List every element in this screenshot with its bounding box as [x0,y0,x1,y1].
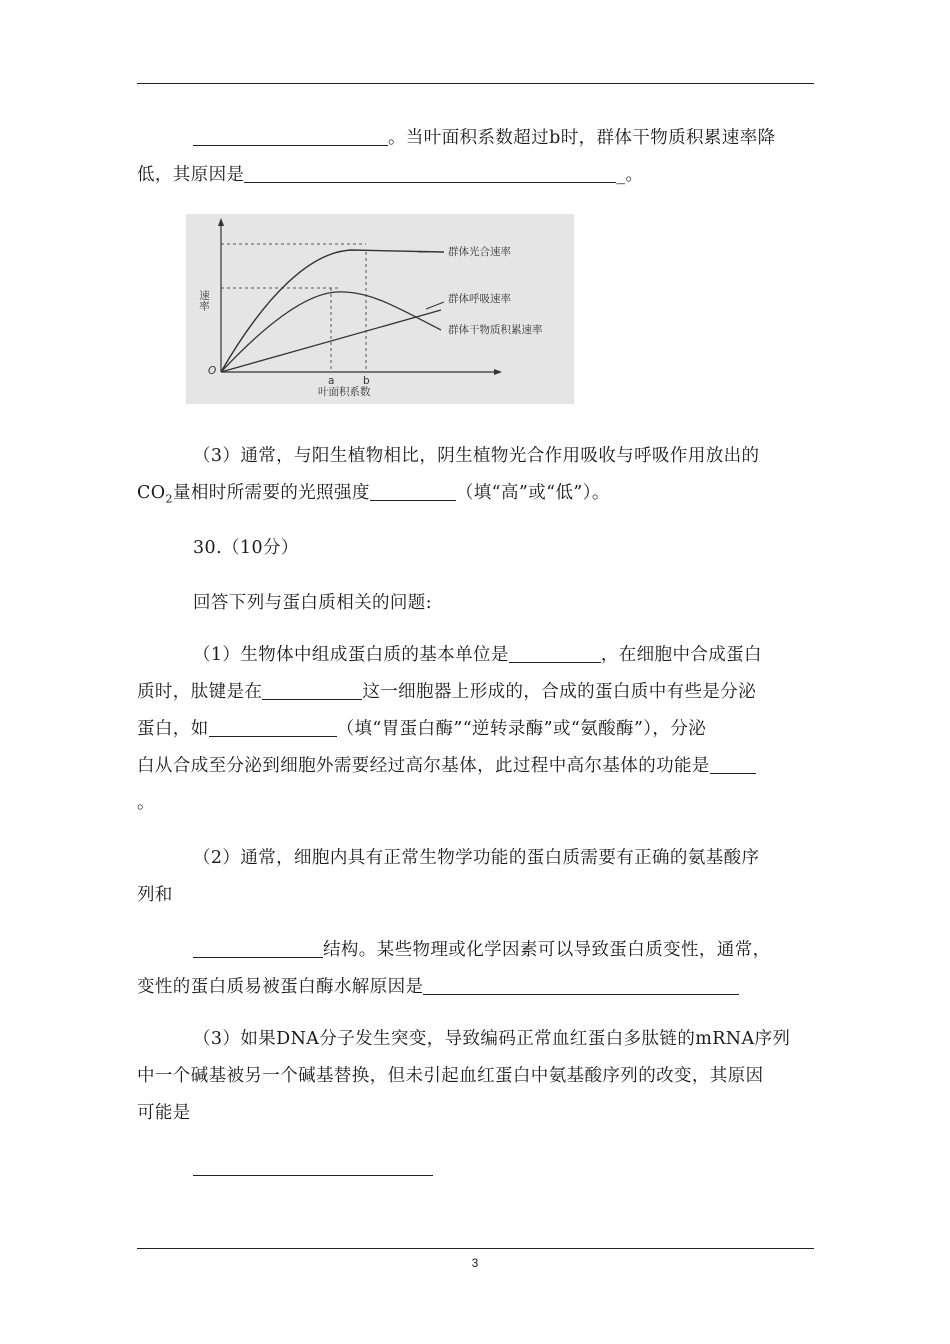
page-number: 3 [471,1256,479,1270]
rate-vs-leaf-area-figure [186,214,574,404]
text: 变性的蛋白质易被蛋白酶水解原因是 [137,977,424,997]
question-line: （3）通常，与阳生植物相比，阴生植物光合作用吸收与呼吸作用放出的 [193,446,760,466]
answer-line [137,164,643,186]
text: 质时，肽键是在 [137,682,263,702]
answer-blank[interactable] [710,756,756,774]
answer-blank[interactable] [193,128,388,146]
question-line: 。 [137,793,155,813]
text: （1）生物体中组成蛋白质的基本单位是 [193,645,509,665]
y-axis-arrow [218,218,224,226]
leader-line [426,302,444,309]
x-axis-arrow [494,369,502,375]
question-line [193,939,771,961]
question-line [137,482,610,511]
curve-label-photosynthesis: 群体光合速率 [448,246,511,258]
text: 低，其原因是 [137,165,245,185]
text: 。当叶面积系数超过b时，群体干物质积累速率降 [388,128,776,148]
answer-line [193,1157,433,1179]
text: （填“胃蛋白酶”“逆转录酶”或“氨酸酶”），分泌 [336,719,707,739]
question-line: 可能是 [137,1103,191,1123]
answer-blank[interactable] [193,1158,433,1176]
curve-label-respiration: 群体呼吸速率 [448,293,511,305]
question-line [137,755,756,777]
answer-blank[interactable] [262,682,362,700]
x-axis-label: 叶面积系数 [318,386,371,398]
curve-label-dry-matter: 群体干物质积累速率 [448,324,543,336]
question-line [193,644,762,666]
question-line: 列和 [137,885,173,905]
origin-label: O [208,365,217,377]
text: 这一细胞器上形成的，合成的蛋白质中有些是分泌 [362,682,757,702]
y-axis-label: 速率 [198,290,210,311]
question-line: （3）如果DNA分子发生突变，导致编码正常血红蛋白多肽链的mRNA序列 [193,1029,791,1049]
answer-blank[interactable] [509,645,601,663]
header-rule [137,83,814,84]
question-line: （2）通常，细胞内具有正常生物学功能的蛋白质需要有正确的氨基酸序 [193,848,760,868]
question-line [137,976,739,998]
tick-a-label: a [328,375,335,387]
question-line [137,681,756,703]
tick-b-label: b [363,375,370,387]
co2-subscript: 2 [165,492,173,506]
answer-blank[interactable] [244,165,616,183]
question-intro: 回答下列与蛋白质相关的问题: [193,593,432,613]
text: ，在细胞中合成蛋白 [600,645,762,665]
question-line: 中一个碱基被另一个碱基替换，但未引起血红蛋白中氨基酸序列的改变，其原因 [137,1066,764,1086]
answer-line [193,127,776,149]
answer-blank[interactable] [370,483,456,501]
question-line [137,718,706,740]
answer-blank[interactable] [209,719,337,737]
answer-blank[interactable] [423,977,739,995]
answer-blank[interactable] [193,940,323,958]
text: 蛋白，如 [137,719,209,739]
text: 结构。某些物理或化学因素可以导致蛋白质变性，通常， [323,940,771,960]
text: 量相时所需要的光照强度 [172,483,370,503]
question-heading: 30.（10分） [193,538,299,558]
co2-text: CO [137,483,166,503]
text: 白从合成至分泌到细胞外需要经过高尔基体，此过程中高尔基体的功能是 [137,756,710,776]
text: _。 [616,165,644,185]
footer-rule [137,1248,814,1249]
text: （填“高”或“低”）。 [455,483,610,503]
photosynthesis-curve [221,250,444,372]
